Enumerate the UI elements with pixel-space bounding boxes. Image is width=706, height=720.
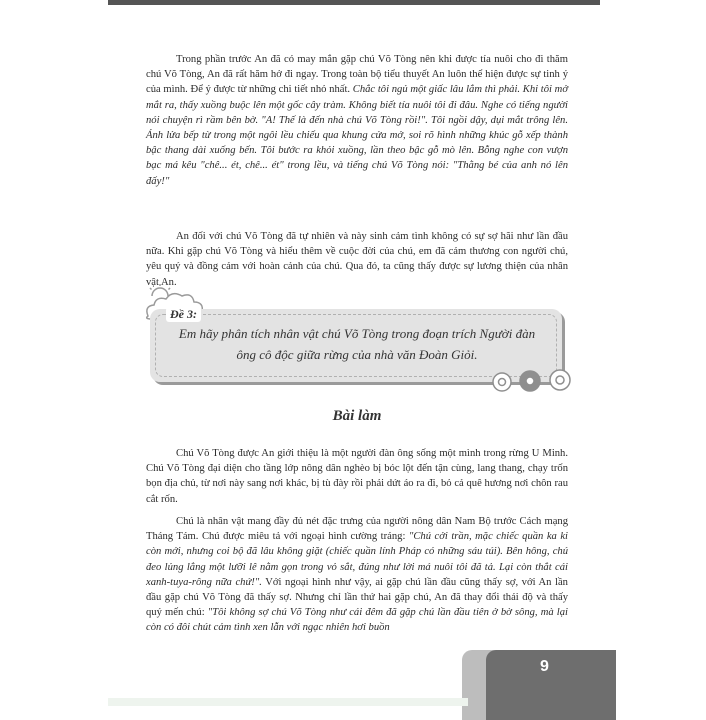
- paragraph-2: An đối với chú Võ Tòng đã tự nhiên và này sinh cảm tình không có sự sợ hãi như lần đầu nữa. Khi gặp chú Võ Tòng và hiểu thêm về cuộc đời của chú, em đã cảm thương con người chú, yêu quý và đồng cảm với hoàn cảnh của chú. Qua đó, ta cũng thấy được sự lương thiện của nhân vật An.: [146, 231, 568, 288]
- paragraph-3: Chú Võ Tòng được An giới thiệu là một người đàn ông sống một mình trong rừng U Minh. Chú Võ Tòng đại diện cho tầng lớp nông dân nghèo bị bóc lột đến tận cùng, lang thang, chạy trốn bọn địa chủ, từ nơi này sang nơi khác, bị tù đày rồi phải dứt áo ra đi, bỏ cả quê hương nơi chôn rau cắt rốn.: [146, 448, 568, 505]
- exercise-label: Đề 3:: [166, 307, 201, 322]
- paragraph-4: [146, 514, 568, 636]
- paragraph-4-quote-1: "Chú cởi trần, mặc chiếc quần ka ki còn mới, nhưng coi bộ đã lâu không giặt (chiếc quần lính Pháp có những sáu túi). Bên hông, chú đeo lủng lẳng một lưỡi lê nằm gọn trong vỏ sắt, đúng như lời má nuôi tôi đã tả. Lại còn thắt cái xanh-tuya-rông nữa chứ!".: [146, 531, 568, 588]
- paragraph-1-text: Trong phần trước An đã có may mắn gặp chú Võ Tòng nên khi được tía nuôi cho đi thăm chú Võ Tòng, An đã rất hăm hở đi ngay. Trong toàn bộ tiểu thuyết An luôn thể hiện được sự tinh ý của mình. Để ý được từ những chi tiết nhỏ nhất.: [146, 54, 568, 96]
- paragraph-1: [146, 52, 568, 189]
- paragraph-1-quote: Chắc tôi ngủ một giấc lâu lắm thì phải. Khi tôi mở mắt ra, thấy xuồng buộc lên một gốc cây tràm. Không biết tía nuôi tôi đi đâu. Nghe có tiếng người nói chuyện rì rầm bên bờ. "A! Thế là đến nhà chú Võ Tòng rồi!". Tôi ngồi dậy, dụi mắt trông lên. Ánh lửa bếp từ trong một ngôi lều chiếu qua khung cửa mở, soi rõ hình những khúc gỗ xếp thành bậc thang dài xuống bến. Tôi bước ra khỏi xuồng, lần theo bậc gỗ mò lên. Bỗng nghe con vượn bạc má kêu "chê... ét, chê... ét" trong lều, và tiếng chú Võ Tòng nói: "Thằng bé của anh nó lên đấy!": [146, 84, 568, 187]
- top-border: [108, 0, 600, 5]
- bottom-strip: [108, 698, 468, 706]
- paragraph-4-quote-2: "Tôi không sợ chú Võ Tòng như cái đêm đã gặp chú lần đầu tiên ở bờ sông, mà lại còn có đôi chút cảm tình xen lẫn với ngạc nhiên hơi buồn: [146, 607, 568, 634]
- page-number: 9: [540, 658, 549, 675]
- exercise-prompt: Em hãy phân tích nhân vật chú Võ Tòng trong đoạn trích Người đàn ông cô độc giữa rừng của nhà văn Đoàn Giỏi.: [178, 326, 536, 362]
- paragraph-4-text-2: Với ngoại hình như vậy, ai gặp chú lần đầu cũng thấy sợ, với An lần đầu gặp chú Võ Tòng đã thấy sợ. Nhưng chỉ lần thứ hai gặp chú, An đã thay đổi thái độ và thấy quý mến chú:: [146, 576, 568, 619]
- flowers-icon: [488, 368, 578, 394]
- paragraph-4-text-1: Chú là nhân vật mang đầy đủ nét đặc trưng của người nông dân Nam Bộ trước Cách mạng Tháng Tám. Chú được miêu tả với ngoại hình cường tráng:: [146, 516, 568, 543]
- page-tab: [486, 650, 616, 720]
- section-heading: Bài làm: [332, 408, 382, 424]
